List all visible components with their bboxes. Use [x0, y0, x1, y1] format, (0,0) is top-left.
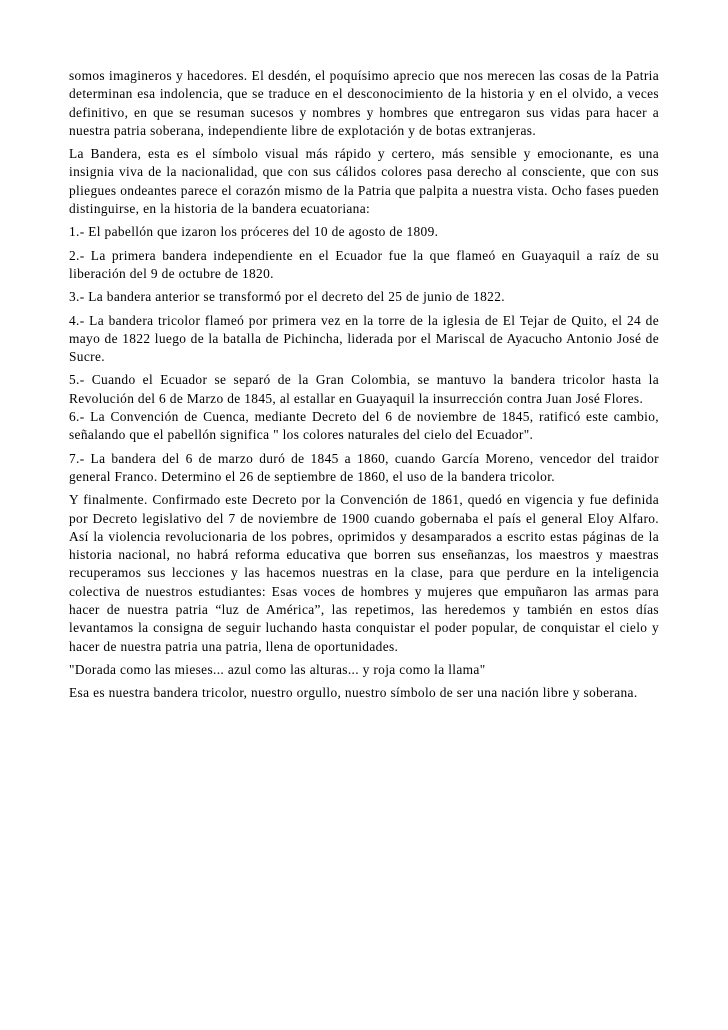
phase-6-item: 6.- La Convención de Cuenca, mediante Decreto del 6 de noviembre de 1845, ratificó este cambio, señalando que el pabellón significa " los colores naturales del cielo del Ecuador".: [69, 409, 659, 443]
phase-4-item: 4.- La bandera tricolor flameó por primera vez en la torre de la iglesia de El Tejar de Quito, el 24 de mayo de 1822 luego de la batalla de Pichincha, liderada por el Mariscal de Ayacucho Antonio José de Sucre.: [69, 312, 659, 365]
document-page: [69, 67, 659, 708]
phase-2-item: 2.- La primera bandera independiente en el Ecuador fue la que flameó en Guayaquil a raíz de su liberación del 9 de octubre de 1820.: [69, 247, 659, 281]
phase-5-item: 5.- Cuando el Ecuador se separó de la Gran Colombia, se mantuvo la bandera tricolor hasta la Revolución del 6 de Marzo de 1845, al estallar en Guayaquil la insurrección contra Juan José Flores.: [69, 372, 659, 406]
quote-paragraph: "Dorada como las mieses... azul como las alturas... y roja como la llama": [69, 661, 486, 677]
phase-3-item: 3.- La bandera anterior se transformó por el decreto del 25 de junio de 1822.: [69, 289, 505, 305]
phase-7-item: 7.- La bandera del 6 de marzo duró de 1845 a 1860, cuando García Moreno, vencedor del traidor general Franco. Determino el 26 de septiembre de 1860, el uso de la bandera tricolor.: [69, 450, 659, 484]
closing-paragraph: Esa es nuestra bandera tricolor, nuestro orgullo, nuestro símbolo de ser una nación libre y soberana.: [69, 685, 638, 701]
flag-symbol-paragraph: La Bandera, esta es el símbolo visual más rápido y certero, más sensible y emocionante, es una insignia viva de la nacionalidad, que con sus cálidos colores pasa derecho al consciente, que con sus pliegues ondeantes parece el corazón mismo de la Patria que palpita a nuestra vista. Ocho fases pueden distinguirse, en la historia de la bandera ecuatoriana:: [69, 146, 659, 217]
phase-1-item: 1.- El pabellón que izaron los próceres del 10 de agosto de 1809.: [69, 224, 439, 240]
finale-paragraph: Y finalmente. Confirmado este Decreto por la Convención de 1861, quedó en vigencia y fue definida por Decreto legislativo del 7 de noviembre de 1900 cuando gobernaba el país el general Eloy Alfaro. Así la violencia revolucionaria de los pobres, oprimidos y desamparados a escrito estas páginas de la historia nacional, no habrá reforma educativa que borren sus enseñanzas, los maestros y maestras recuperamos sus lecciones y las hacemos nuestras en la clase, para que perdure en la inteligencia colectiva de nuestros estudiantes: Esas voces de hombres y mujeres que empuñaron las armas para hacer de nuestra patria “luz de América”, las repetimos, las heredemos y también en estos días levantamos la consigna de seguir luchando hasta conquistar el poder popular, de conquistar el cielo y hacer de nuestra patria una patria, llena de oportunidades.: [69, 492, 659, 654]
intro-paragraph: somos imagineros y hacedores. El desdén, el poquísimo aprecio que nos merecen las cosas de la Patria determinan esa indolencia, que se traduce en el desconocimiento de la historia y en el olvido, a veces definitivo, en que se resuman sucesos y nombres y hombres que entregaron sus vidas para hacer a nuestra patria soberana, independiente libre de explotación y de botas extranjeras.: [69, 68, 659, 138]
